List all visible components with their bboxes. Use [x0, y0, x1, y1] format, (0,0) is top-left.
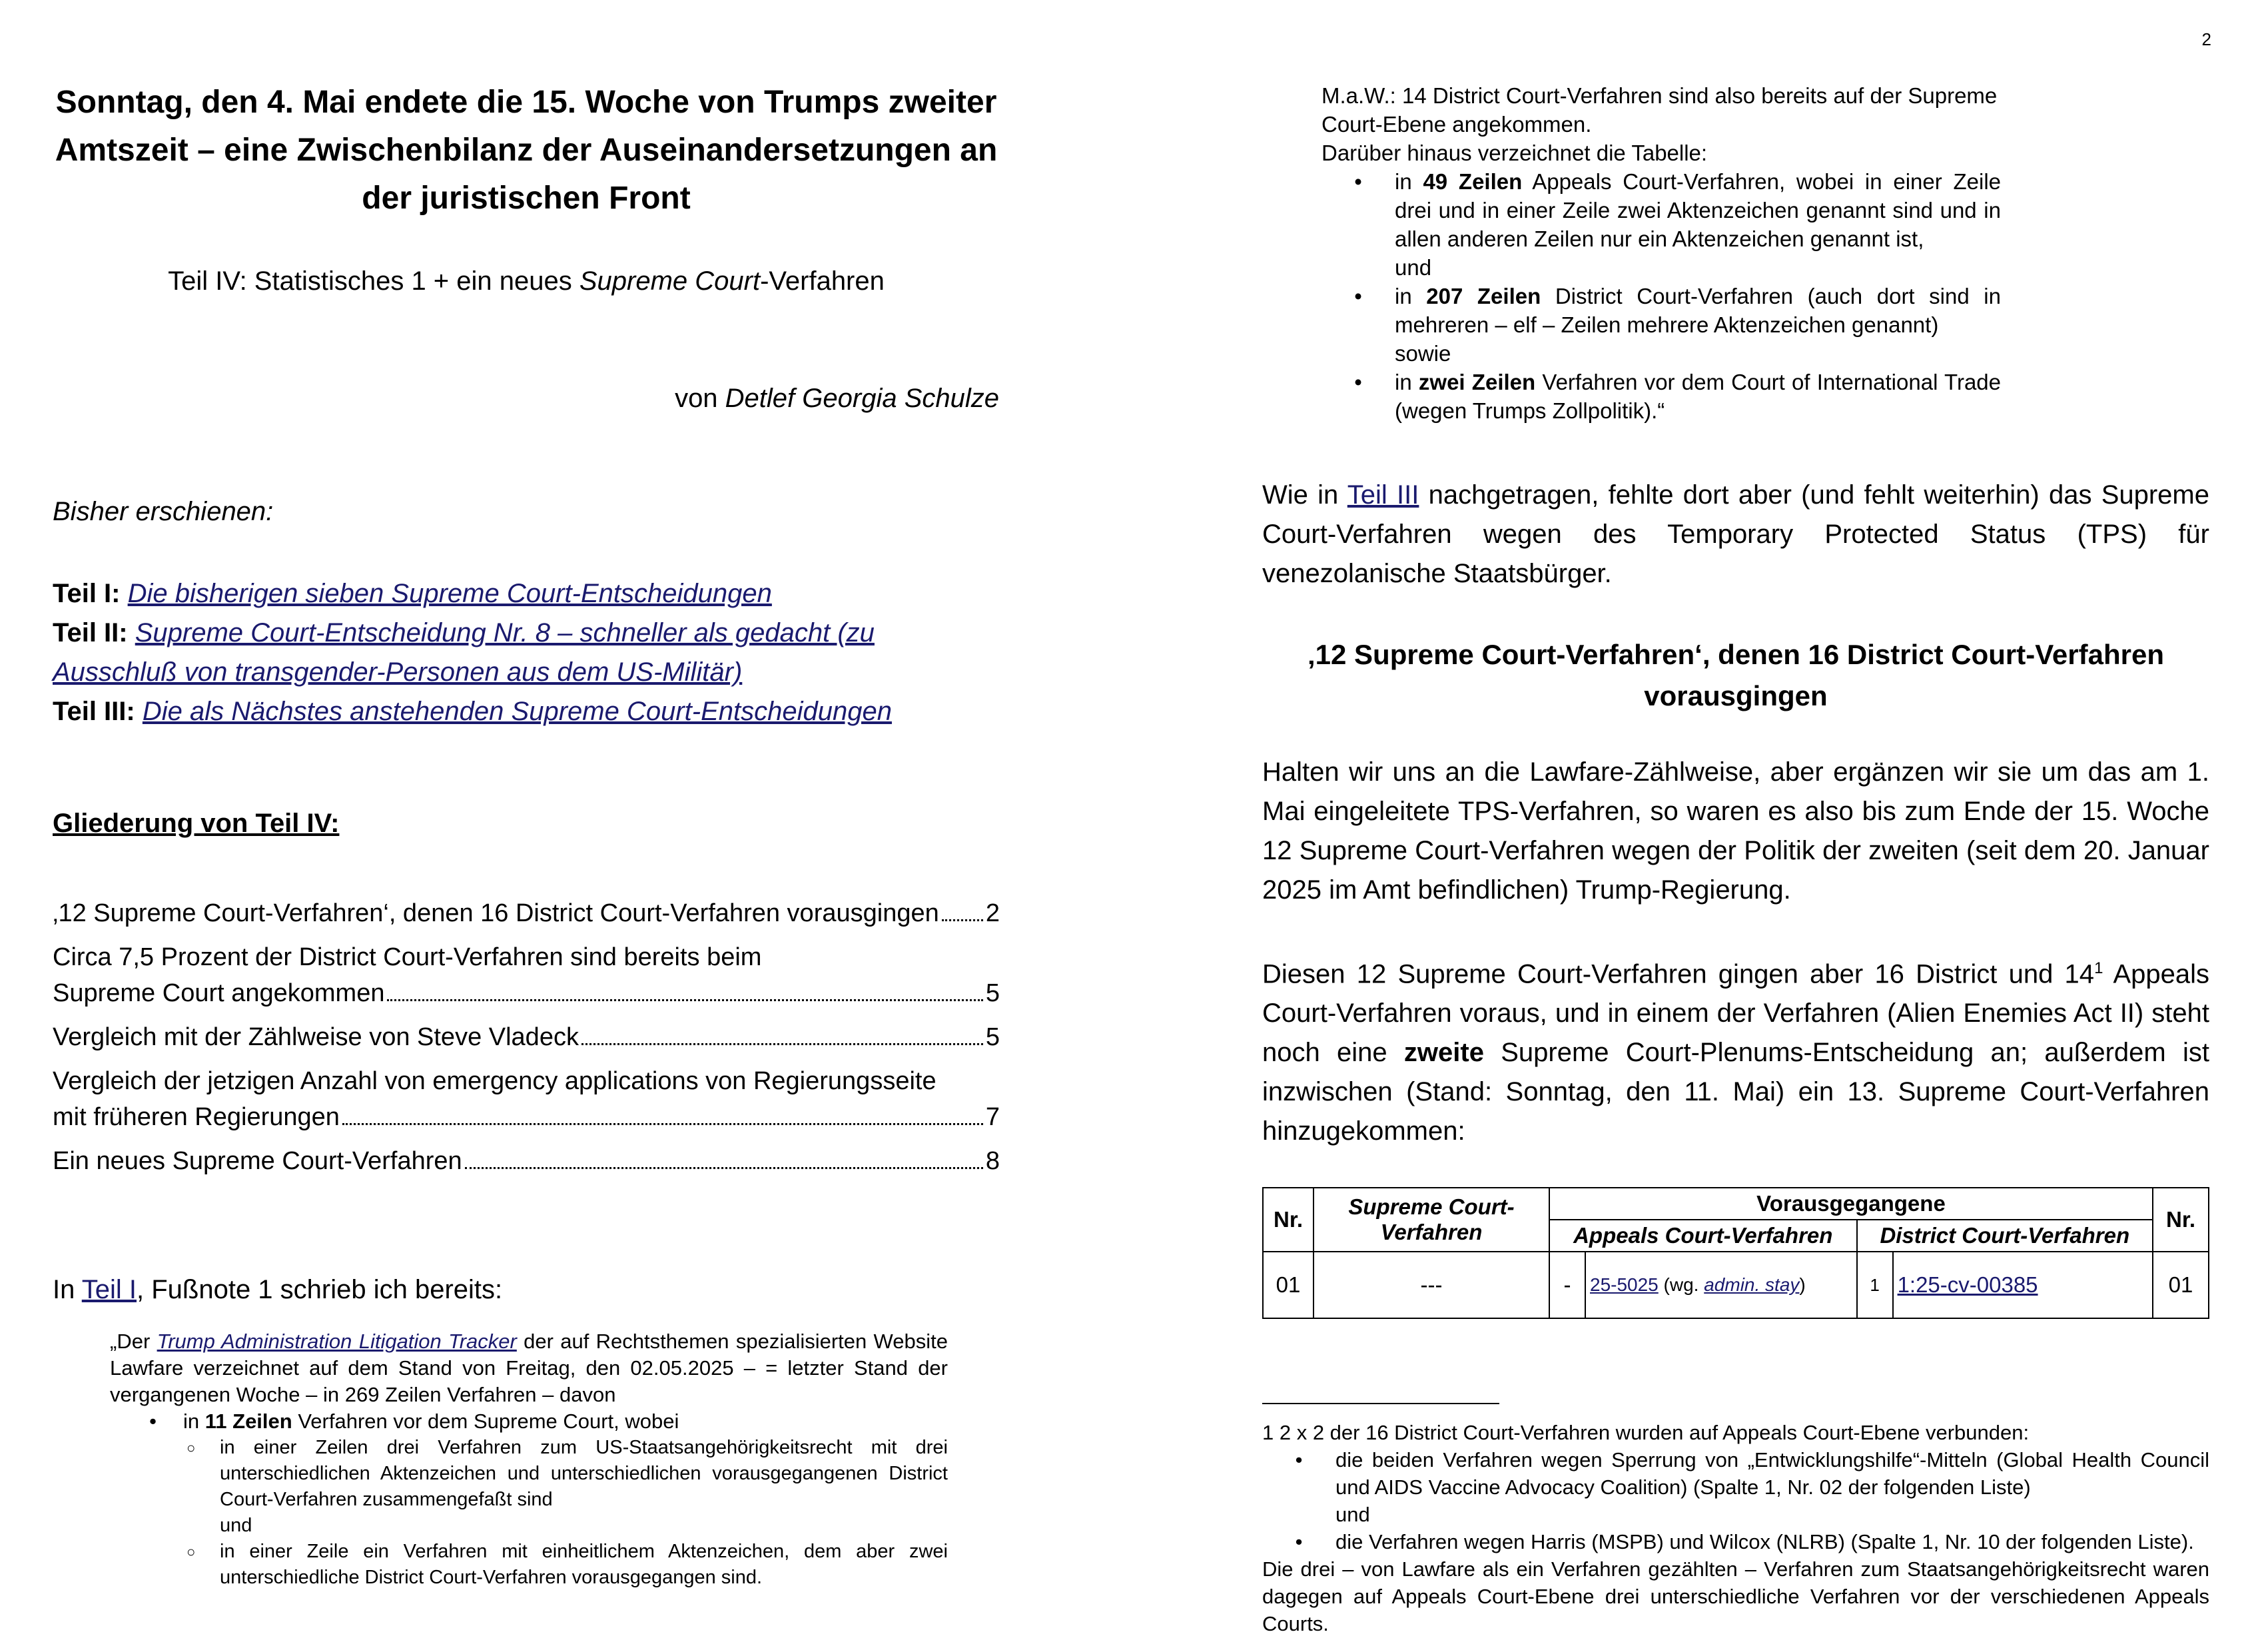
quote-open: „Der [110, 1330, 157, 1353]
col-appeals-header: Appeals Court-Verfahren [1549, 1220, 1857, 1252]
bullet-icon: • [1295, 1448, 1303, 1471]
maw-und: und [1395, 255, 1432, 280]
cases-table [1262, 1187, 2209, 1319]
p3-text: Diesen 12 Supreme Court-Verfahren gingen aber 16 District und 14 [1262, 959, 2095, 989]
toc-leader [581, 1043, 983, 1045]
table-of-contents [53, 895, 1000, 1179]
paragraph-lawfare: Halten wir uns an die Lawfare-Zählweise, aber ergänzen wir sie um das am 1. Mai eingeleitete TPS-Verfahren, so waren es also bis zum Ende der 15. Woche 12 Supreme Court-Verfahren wegen der Politik der zweiten (seit dem 20. Januar 2025 im Amt befindlichen) Trump-Regierung. [1262, 757, 2209, 905]
part-3-link[interactable]: Die als Nächstes anstehenden Supreme Court-Entscheidungen [142, 697, 892, 726]
subtitle-suffix: -Verfahren [760, 266, 885, 296]
quote-text: der auf Rechtsthemen spezialisierten Website Lawfare verzeichnet auf dem Stand von Freitag, den 02.05.2025 – = letzter Stand der vergangenen Woche – in 269 Zeilen Verfahren – davon [110, 1330, 948, 1406]
paragraph-tps [1262, 476, 2209, 594]
subtitle-text: Teil IV: Statistisches 1 + ein neues [168, 266, 579, 296]
maw-item-text: District Court-Verfahren (auch dort sind in mehreren – elf – Zeilen mehrere Aktenzeichen genannt) [1395, 284, 2001, 337]
quote-subitem-text: in einer Zeile ein Verfahren mit einheitlichem Aktenzeichen, dem aber zwei unterschiedliche District Court-Verfahren vorausgegangen sind. [220, 1541, 948, 1588]
document-subtitle [53, 262, 999, 300]
quote-bullet-pre: in [183, 1410, 205, 1433]
maw-item-pre: in [1395, 370, 1419, 394]
toc-leader [387, 999, 982, 1001]
part-3 [53, 692, 1000, 731]
maw-item-bold: zwei Zeilen [1418, 370, 1536, 394]
toc-entry[interactable] [53, 1019, 1000, 1055]
quote-bullet-post: Verfahren vor dem Supreme Court, wobei [292, 1410, 679, 1433]
col-district-header: District Court-Verfahren [1857, 1220, 2153, 1252]
col-sc-header: Supreme Court-Verfahren [1314, 1188, 1549, 1252]
footnote-item-text: die Verfahren wegen Harris (MSPB) und Wilcox (NLRB) (Spalte 1, Nr. 10 der folgenden Liste). [1335, 1530, 2194, 1553]
appeals-case-link[interactable]: 25-5025 [1590, 1274, 1659, 1295]
col-prev-header: Vorausgegangene [1549, 1188, 2153, 1220]
toc-leader [465, 1167, 983, 1169]
p1-pre: Wie in [1262, 480, 1347, 510]
cell-district-count: 1 [1857, 1252, 1893, 1318]
teil-i-link[interactable]: Teil I [81, 1275, 137, 1304]
author-prefix: von [675, 384, 725, 413]
circle-bullet-icon: ○ [187, 1440, 196, 1456]
maw-item-text: Appeals Court-Verfahren, wobei in einer Zeile drei und in einer Zeile zwei Aktenzeichen genannt sind und in allen anderen Zeilen nur ein Aktenzeichen genannt ist, [1395, 169, 2002, 251]
toc-page-number: 7 [985, 1103, 1000, 1131]
district-case-link[interactable]: 1:25-cv-00385 [1897, 1272, 2038, 1297]
toc-entry-text: Ein neues Supreme Court-Verfahren [53, 1147, 462, 1175]
subtitle-emphasis: Supreme Court [579, 266, 761, 296]
p3-text-3: Supreme Court-Plenums-Entscheidung an; außerdem ist inzwischen (Stand: Sonntag, den 11. Mai) ein 13. Supreme Court-Verfahren hinzugekommen: [1262, 1038, 2209, 1146]
quote-und: und [220, 1515, 252, 1536]
toc-page-number: 5 [985, 979, 1000, 1007]
toc-page-number: 5 [985, 1023, 1000, 1051]
toc-leader [342, 1123, 983, 1125]
teil-iii-link[interactable]: Teil III [1347, 480, 1419, 510]
circle-bullet-icon: ○ [187, 1543, 196, 1560]
toc-page-number: 2 [985, 899, 1000, 927]
toc-entry-text: Vergleich mit der Zählweise von Steve Vladeck [53, 1023, 579, 1051]
footnote-und: und [1335, 1503, 1370, 1526]
quote-subitem-text: in einer Zeilen drei Verfahren zum US-Staatsangehörigkeitsrecht mit drei unterschiedlichen Aktenzeichen und unterschiedlichen vorausgegangenen District Court-Verfahren zusammengefaßt sind [220, 1437, 948, 1510]
maw-list [1321, 167, 2001, 425]
part-1 [53, 574, 1000, 614]
part-1-label: Teil I: [53, 579, 121, 608]
toc-entry-text: ‚12 Supreme Court-Verfahren‘, denen 16 District Court-Verfahren vorausgingen [53, 899, 939, 927]
maw-item [1321, 167, 2001, 253]
part-1-link[interactable]: Die bisherigen sieben Supreme Court-Entscheidungen [127, 579, 772, 608]
quote-bullet [110, 1408, 948, 1435]
footnote-ref[interactable]: 1 [2094, 959, 2103, 977]
maw-text: M.a.W.: 14 District Court-Verfahren sind also bereits auf der Supreme Court-Ebene angekommen. [1321, 83, 1998, 137]
maw-item-bold: 49 Zeilen [1423, 169, 1523, 194]
p1-text: nachgetragen, fehlte dort aber (und fehlt weiterhin) das Supreme Court-Verfahren wegen des Temporary Protected Status (TPS) für venezolanische Staatsbürger. [1262, 480, 2209, 588]
toc-entry[interactable] [53, 895, 1000, 931]
toc-entry-text: mit früheren Regierungen [53, 1103, 340, 1131]
quote-subitem [187, 1539, 948, 1591]
maw-sowie: sowie [1395, 341, 1451, 366]
page-number: 2 [2201, 29, 2211, 49]
col-nr-header: Nr. [1263, 1188, 1314, 1252]
quote-continuation [1321, 81, 2001, 425]
maw-item-pre: in [1395, 169, 1423, 194]
intro-text-end: , Fußnote 1 schrieb ich bereits: [137, 1275, 503, 1304]
block-quote [110, 1328, 948, 1591]
cell-nr: 01 [1263, 1252, 1314, 1318]
previous-parts-list [53, 574, 1000, 731]
footnote [1262, 1419, 2209, 1637]
toc-leader [942, 919, 983, 921]
intro-text: In [53, 1275, 82, 1304]
col-nr2-header: Nr. [2153, 1188, 2209, 1252]
cell-nr2: 01 [2153, 1252, 2209, 1318]
toc-entry[interactable] [53, 1099, 1000, 1135]
table-header-row [1263, 1188, 2209, 1220]
footnote-end: Die drei – von Lawfare als ein Verfahren gezählten – Verfahren zum Staatsangehörigkeitsrecht waren dagegen auf Appeals Court-Ebene drei unterschiedliche Verfahren vor der verschiedenen Appeals Courts. [1262, 1557, 2209, 1635]
footnote-item [1262, 1528, 2209, 1555]
section-heading: ‚12 Supreme Court-Verfahren‘, denen 16 District Court-Verfahren vorausgingen [1307, 639, 2164, 711]
author-name: Detlef Georgia Schulze [725, 384, 999, 413]
paragraph-counts [1262, 949, 2209, 1151]
toc-entry-text: Vergleich der jetzigen Anzahl von emergency applications von Regierungsseite [53, 1067, 937, 1095]
part-3-label: Teil III: [53, 697, 135, 726]
previously-heading: Bisher erschienen: [53, 497, 274, 526]
bullet-icon: • [1354, 169, 1362, 194]
cell-sc: --- [1314, 1252, 1549, 1318]
quote-intro [110, 1328, 948, 1408]
maw-item [1321, 368, 2001, 425]
quote-subitem [187, 1435, 948, 1513]
cell-appeals-count: - [1549, 1252, 1585, 1318]
maw-item [1321, 282, 2001, 339]
p3-text-2: Appeals Court-Verfahren voraus, und in einem der Verfahren (Alien Enemies Act II) steht noch eine [1262, 959, 2209, 1068]
footnote-item-text: die beiden Verfahren wegen Sperrung von „Entwicklungshilfe“-Mitteln (Global Health Council und AIDS Vaccine Advocacy Coalition) (Spalte 1, Nr. 02 der folgenden Liste) [1335, 1448, 2209, 1499]
outline-heading: Gliederung von Teil IV: [53, 809, 340, 838]
intro-paragraph [53, 1275, 502, 1305]
maw-item-pre: in [1395, 284, 1427, 308]
footnote-item [1262, 1446, 2209, 1501]
part-2-link[interactable]: Supreme Court-Entscheidung Nr. 8 – schneller als gedacht (zu Ausschluß von transgender-Personen aus dem US-Militär) [53, 618, 875, 687]
admin-stay-link[interactable]: admin. stay [1704, 1274, 1800, 1295]
litigation-tracker-link[interactable]: Trump Administration Litigation Tracker [157, 1330, 517, 1353]
p3-bold: zweite [1403, 1038, 1484, 1068]
toc-entry[interactable] [53, 1143, 1000, 1179]
toc-entry-line [53, 1063, 1000, 1099]
quote-bullet-bold: 11 Zeilen [204, 1410, 292, 1433]
toc-page-number: 8 [985, 1147, 1000, 1175]
footnote-text: 1 2 x 2 der 16 District Court-Verfahren wurden auf Appeals Court-Ebene verbunden: [1262, 1421, 2030, 1444]
bullet-icon: • [1295, 1530, 1303, 1553]
toc-entry-text: Circa 7,5 Prozent der District Court-Verfahren sind bereits beim [53, 943, 762, 971]
table-row [1263, 1252, 2209, 1318]
maw-item-bold: 207 Zeilen [1426, 284, 1541, 308]
bullet-icon: • [1354, 370, 1362, 394]
appeals-note: (wg. [1658, 1274, 1704, 1295]
toc-entry[interactable] [53, 975, 1000, 1011]
part-2-label: Teil II: [53, 618, 128, 647]
bullet-icon: • [1354, 284, 1362, 308]
right-page [1127, 0, 2254, 1652]
document-title: Sonntag, den 4. Mai endete die 15. Woche von Trumps zweiter Amtszeit – eine Zwischenbilanz der Auseinandersetzungen an der juristischen Front [55, 85, 998, 216]
cell-district-case [1893, 1252, 2153, 1318]
maw-item-text: Verfahren vor dem Court of International Trade (wegen Trumps Zollpolitik).“ [1395, 370, 2002, 423]
footnote-divider [1262, 1403, 1499, 1404]
author-line [675, 380, 999, 417]
maw-text-2: Darüber hinaus verzeichnet die Tabelle: [1321, 141, 1708, 165]
bullet-icon: • [149, 1410, 157, 1433]
quote-sublist [110, 1435, 948, 1591]
appeals-note-end: ) [1799, 1274, 1806, 1295]
toc-entry-line [53, 939, 1000, 975]
toc-entry-text: Supreme Court angekommen [53, 979, 385, 1007]
cell-appeals-case [1585, 1252, 1857, 1318]
part-2 [53, 614, 1000, 692]
